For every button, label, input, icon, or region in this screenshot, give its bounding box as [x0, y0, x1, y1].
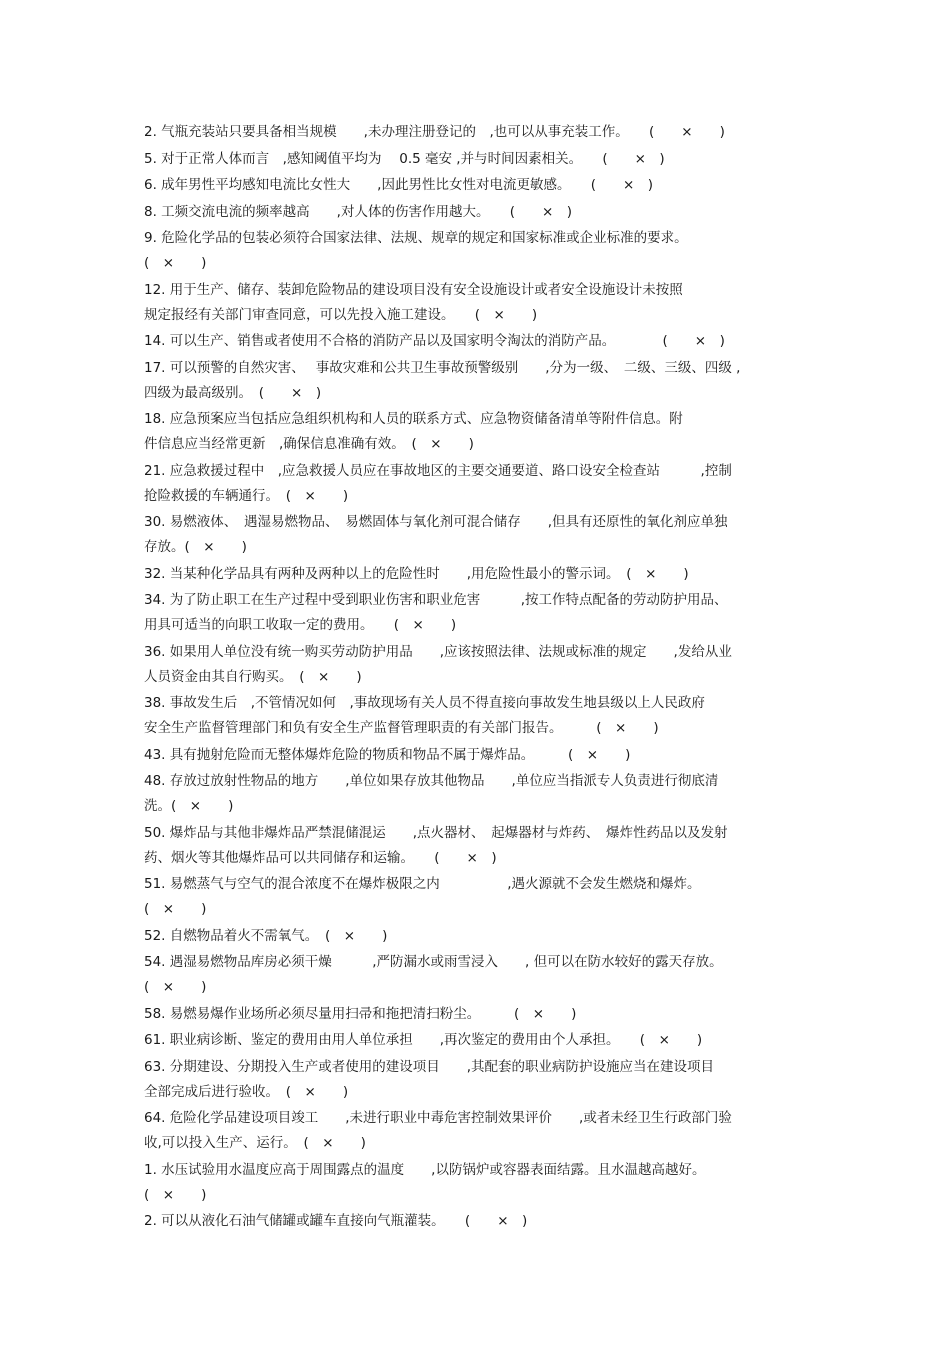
question-item: [144, 459, 816, 509]
question-line: 5. 对于正常人体而言 ,感知阈值平均为 0.5 毫安 ,并与时间因素相关。 ( × ): [144, 150, 665, 167]
question-item: [144, 200, 816, 225]
question-line: 6. 成年男性平均感知电流比女性大 ,因此男性比女性对电流更敏感。 ( × ): [144, 177, 654, 193]
question-line: 药、烟火等其他爆炸品可以共同储存和运输。 ( × ): [144, 849, 497, 866]
question-item: [144, 924, 816, 949]
question-item: [144, 1028, 816, 1053]
question-item: [144, 407, 816, 457]
question-line: 18. 应急预案应当包括应急组织机构和人员的联系方式、应急物资储备清单等附件信息。附: [144, 411, 683, 427]
question-line: 54. 遇湿易燃物品库房必须干燥 ,严防漏水或雨雪浸入 , 但可以在防水较好的露天存放。: [144, 954, 723, 970]
question-item: [144, 562, 816, 587]
question-line: 17. 可以预警的自然灾害、 事故灾难和公共卫生事故预警级别 ,分为一级、 二级、三级、四级 ,: [144, 359, 741, 376]
question-item: [144, 329, 816, 354]
question-item: [144, 1209, 816, 1234]
question-line: 1. 水压试验用水温度应高于周围露点的温度 ,以防锅炉或容器表面结露。且水温越高越好。: [144, 1161, 706, 1178]
question-line: 洗。( × ): [144, 798, 234, 814]
question-item: [144, 691, 816, 741]
question-item: [144, 743, 816, 768]
question-line: 用具可适当的向职工收取一定的费用。 ( × ): [144, 617, 457, 633]
question-line: 36. 如果用人单位没有统一购买劳动防护用品 ,应该按照法律、法规或标准的规定 ,发给从业: [144, 643, 732, 660]
question-line: 30. 易燃液体、 遇湿易燃物品、 易燃固体与氧化剂可混合储存 ,但具有还原性的氧化剂应单独: [144, 514, 728, 530]
question-item: [144, 226, 816, 276]
question-line: 34. 为了防止职工在生产过程中受到职业伤害和职业危害 ,按工作特点配备的劳动防护用品、: [144, 592, 728, 608]
question-list: [144, 120, 816, 1236]
question-item: [144, 821, 816, 871]
question-line: 21. 应急救援过程中 ,应急救援人员应在事故地区的主要交通要道、路口设安全检查站 ,控制: [144, 462, 732, 479]
question-line: 安全生产监督管理部门和负有安全生产监督管理职责的有关部门报告。 ( × ): [144, 720, 659, 736]
question-line: 全部完成后进行验收。 ( × ): [144, 1083, 349, 1100]
question-line: 38. 事故发生后 ,不管情况如何 ,事故现场有关人员不得直接向事故发生地县级以上人民政府: [144, 695, 705, 711]
question-line: 9. 危险化学品的包装必须符合国家法律、法规、规章的规定和国家标准或企业标准的要求。: [144, 230, 688, 246]
question-line: ( × ): [144, 255, 207, 271]
question-line: 64. 危险化学品建设项目竣工 ,未进行职业中毒危害控制效果评价 ,或者未经卫生行政部门验: [144, 1110, 732, 1126]
question-line: 43. 具有抛射危险而无整体爆炸危险的物质和物品不属于爆炸品。 ( × ): [144, 746, 631, 763]
question-line: ( × ): [144, 1186, 207, 1203]
question-line: 四级为最高级别。 ( × ): [144, 384, 322, 401]
question-item: [144, 1106, 816, 1156]
question-line: 50. 爆炸品与其他非爆炸品严禁混储混运 ,点火器材、 起爆器材与炸药、 爆炸性药品以及发射: [144, 824, 728, 841]
question-line: 52. 自燃物品着火不需氧气。 ( × ): [144, 927, 388, 944]
question-line: 抢险救援的车辆通行。 ( × ): [144, 487, 349, 504]
question-item: [144, 640, 816, 690]
question-line: 人员资金由其自行购买。 ( × ): [144, 668, 362, 685]
question-item: [144, 872, 816, 922]
question-line: 12. 用于生产、储存、装卸危险物品的建设项目没有安全设施设计或者安全设施设计未按照: [144, 281, 683, 298]
question-item: [144, 173, 816, 198]
question-line: 63. 分期建设、分期投入生产或者使用的建设项目 ,其配套的职业病防护设施应当在建设项目: [144, 1058, 715, 1075]
question-item: [144, 147, 816, 172]
question-item: [144, 1002, 816, 1027]
question-item: [144, 120, 816, 145]
question-line: 2. 气瓶充装站只要具备相当规模 ,未办理注册登记的 ,也可以从事充装工作。 ( × ): [144, 124, 725, 140]
question-line: 存放。( × ): [144, 539, 247, 555]
question-item: [144, 1158, 816, 1208]
question-item: [144, 510, 816, 560]
question-item: [144, 588, 816, 638]
question-line: 51. 易燃蒸气与空气的混合浓度不在爆炸极限之内 ,遇火源就不会发生燃烧和爆炸。: [144, 876, 701, 892]
question-line: 32. 当某种化学品具有两种及两种以上的危险性时 ,用危险性最小的警示词。 ( × ): [144, 565, 689, 582]
question-item: [144, 769, 816, 819]
question-line: ( × ): [144, 901, 207, 917]
question-item: [144, 1055, 816, 1105]
question-line: 收,可以投入生产、运行。 ( × ): [144, 1135, 366, 1151]
question-line: 58. 易燃易爆作业场所必须尽量用扫帚和拖把清扫粉尘。 ( × ): [144, 1005, 577, 1022]
question-item: [144, 950, 816, 1000]
question-line: 2. 可以从液化石油气储罐或罐车直接向气瓶灌装。 ( × ): [144, 1213, 528, 1229]
question-line: 48. 存放过放射性物品的地方 ,单位如果存放其他物品 ,单位应当指派专人负责进行彻底清: [144, 773, 719, 789]
question-line: 8. 工频交流电流的频率越高 ,对人体的伤害作用越大。 ( × ): [144, 203, 573, 220]
question-line: 件信息应当经常更新 ,确保信息准确有效。 ( × ): [144, 436, 474, 452]
question-line: ( × ): [144, 979, 207, 995]
question-line: 规定报经有关部门审查同意，可以先投入施工建设。 ( × ): [144, 306, 538, 323]
question-line: 61. 职业病诊断、鉴定的费用由用人单位承担 ,再次鉴定的费用由个人承担。 ( × ): [144, 1032, 703, 1048]
question-item: [144, 356, 816, 406]
question-line: 14. 可以生产、销售或者使用不合格的消防产品以及国家明令淘汰的消防产品。 ( × ): [144, 333, 725, 349]
question-item: [144, 278, 816, 328]
